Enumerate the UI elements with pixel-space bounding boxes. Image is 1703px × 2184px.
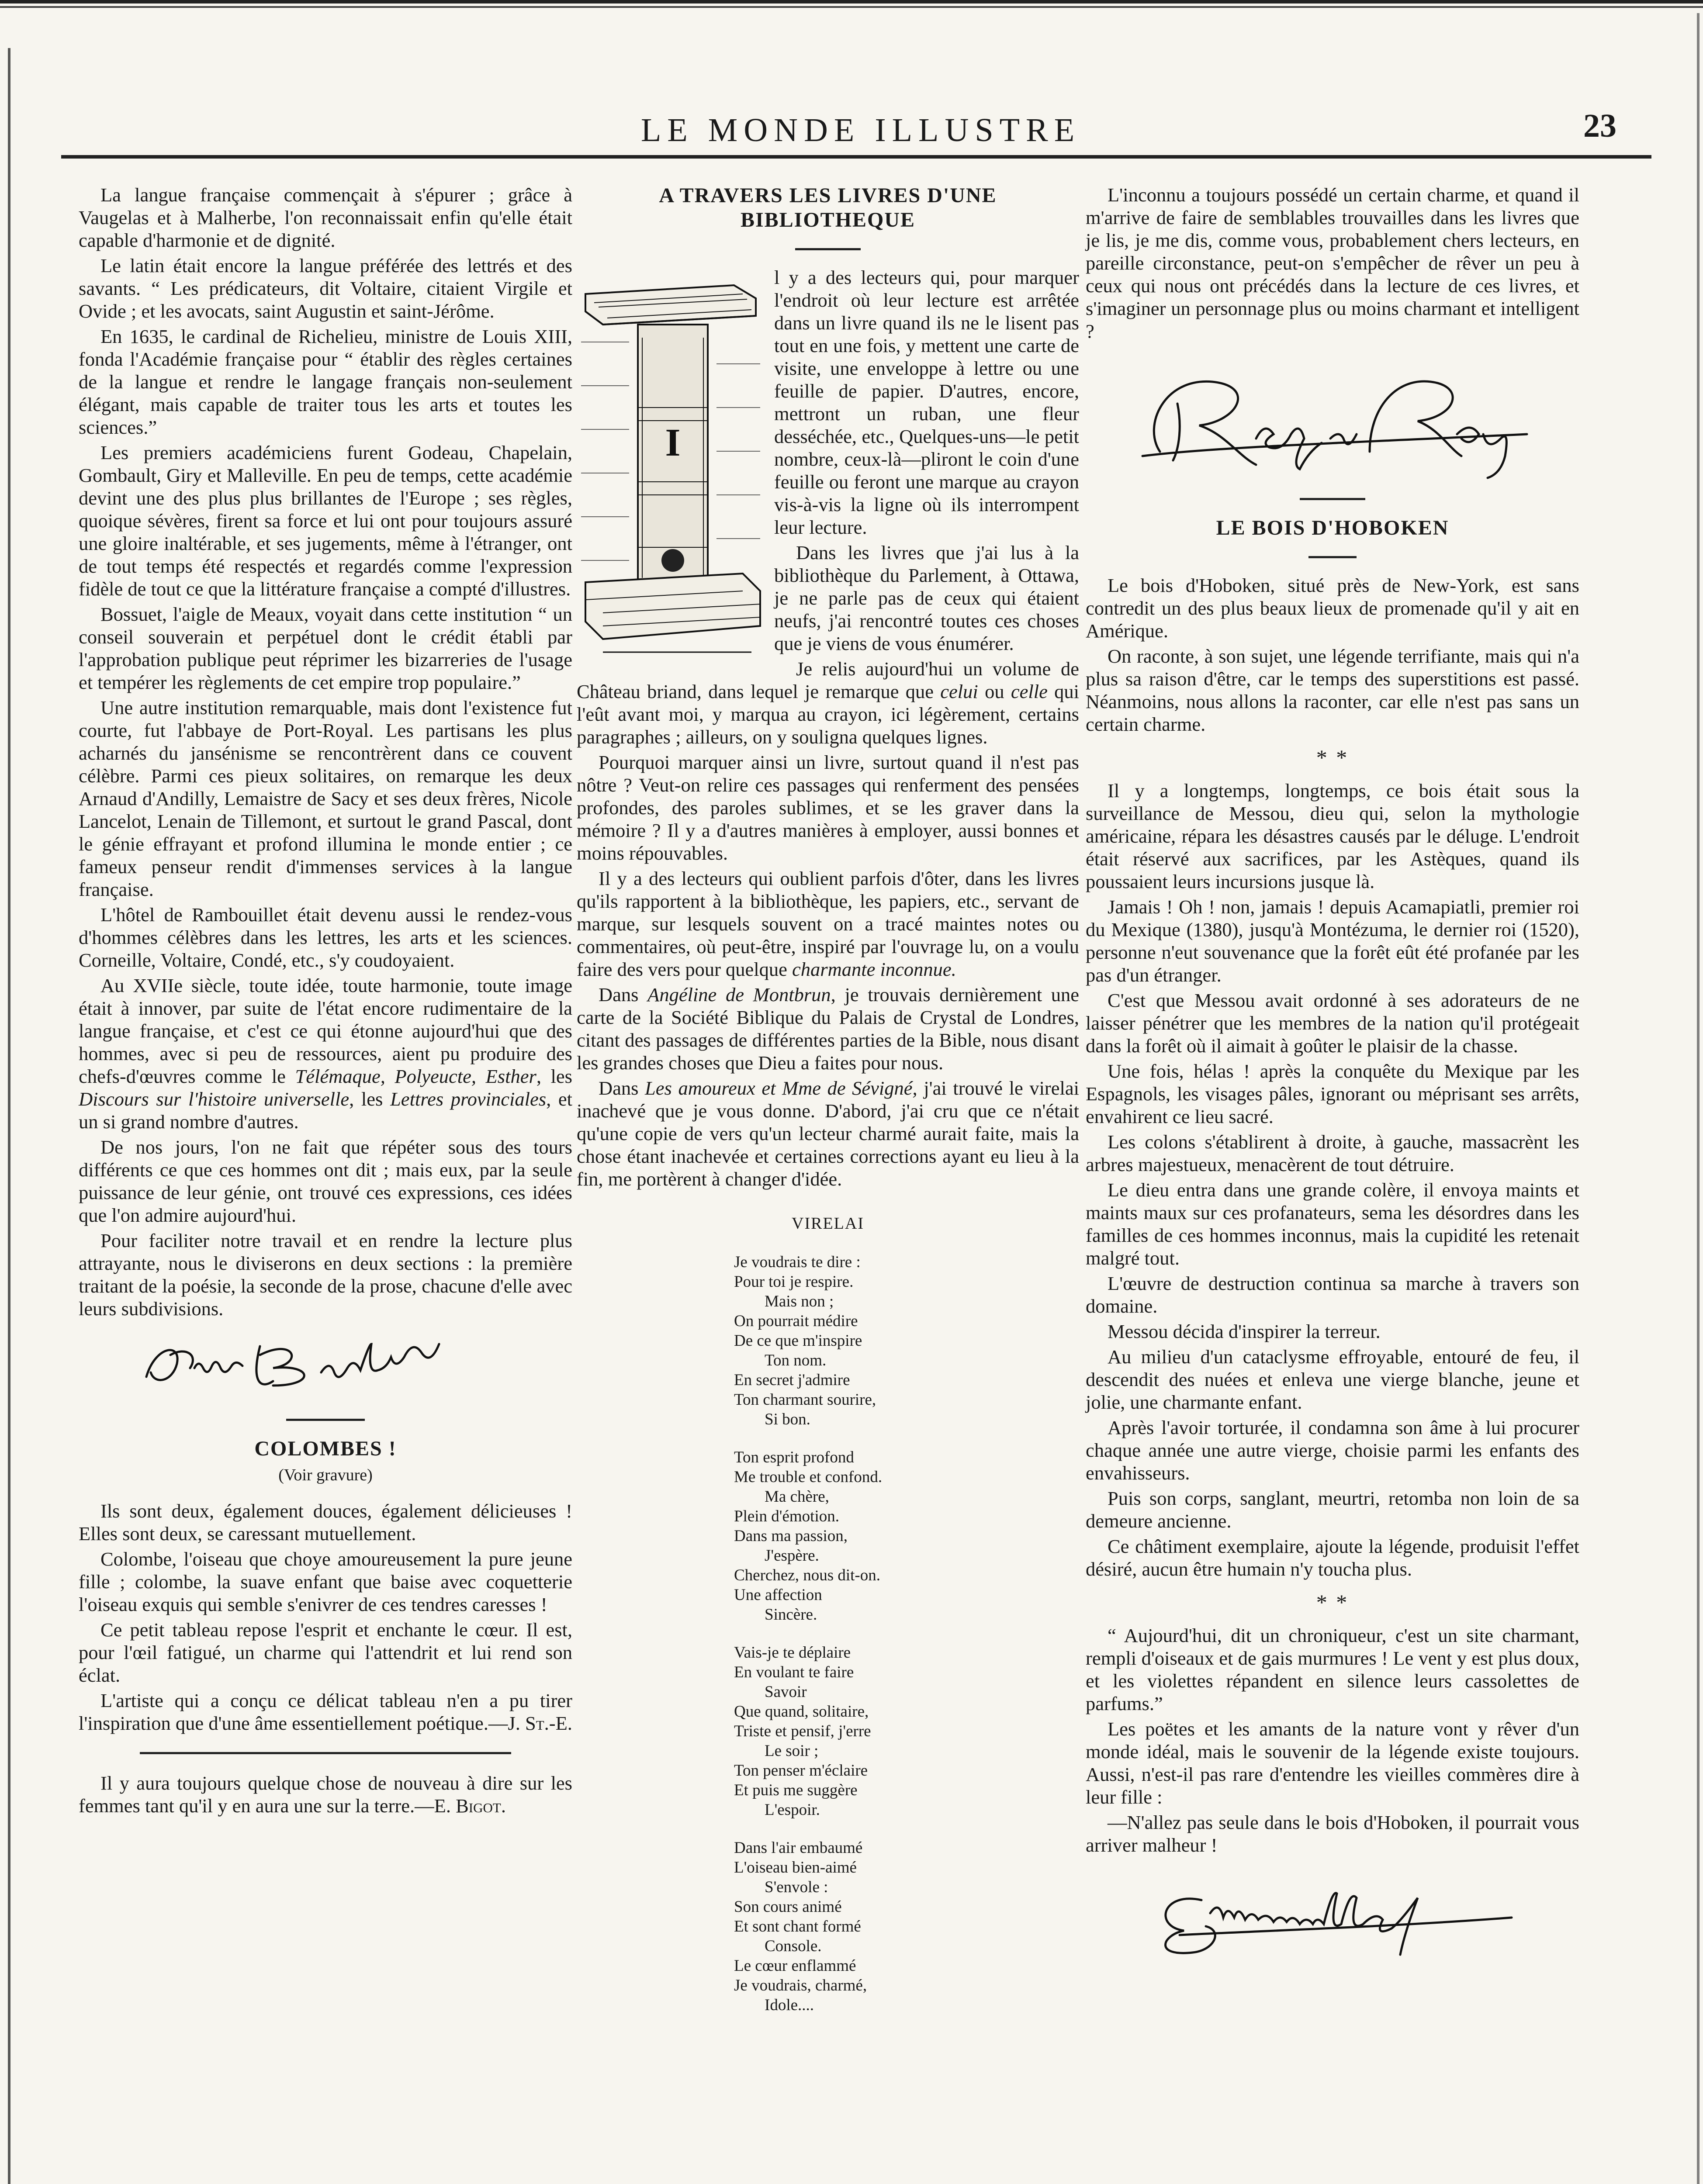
signature-regis-roy <box>1125 351 1540 482</box>
paragraph: Le latin était encore la langue préférée des lettrés et des savants. “ Les prédicateurs, dit Voltaire, citaient Virgile et Ovide ; et les avocats, saint Augustin et saint-Jérôme. <box>79 255 572 322</box>
section-rule <box>286 1419 365 1421</box>
paragraph: Au milieu d'un cataclysme effroyable, entouré de feu, il descendit des nuées et enleva une vierge blanche, jeune et jolie, une charmante enfant. <box>1086 1346 1579 1413</box>
column-2 <box>577 183 1079 2015</box>
poem-line: Et puis me suggère <box>734 1781 858 1799</box>
poem-line: Son cours animé <box>734 1898 842 1916</box>
paragraph: C'est que Messou avait ordonné à ses adorateurs de ne laisser pénétrer que les membres de la nation qu'il protégeait dans la forêt où il aimait à goûter le plaisir de la chasse. <box>1086 989 1579 1057</box>
hoboken-title: LE BOIS D'HOBOKEN <box>1216 516 1449 539</box>
poem-line: Triste et pensif, j'erre <box>734 1722 871 1740</box>
poem-line: Si bon. <box>765 1410 810 1428</box>
paragraph: L'artiste qui a conçu ce délicat tableau n'en a pu tirer l'inspiration que d'une âme essentiellement poétique.—J. St.-E. <box>79 1690 572 1734</box>
paragraph: Messou décida d'inspirer la terreur. <box>1108 1320 1381 1342</box>
newspaper-title: LE MONDE ILLUSTRE <box>640 112 1081 149</box>
signature-pierre-bedard <box>129 1329 522 1403</box>
poem-line: Que quand, solitaire, <box>734 1703 869 1721</box>
poem-line: Ma chère, <box>765 1488 829 1506</box>
paragraph: Au XVIIe siècle, toute idée, toute harmonie, toute image était à innover, par suite de l'état encore rudimentaire de la langue française, et c'est ce qui étonne aujourd'hui que des hommes, avec si peu de ressources, aient pu produire des chefs-d'œuvres comme le Télémaque, Polyeucte, Esther, les Discours sur l'histoire universelle, les Lettres provinciales, et un si grand nombre d'autres. <box>79 975 572 1133</box>
poem-line: Pour toi je respire. <box>734 1273 854 1291</box>
paragraph: —N'allez pas seule dans le bois d'Hoboken, il pourrait vous arriver malheur ! <box>1086 1811 1579 1856</box>
paragraph: Les premiers académiciens furent Godeau, Chapelain, Gombault, Giry et Malleville. En peu de temps, cette académie devint une des plus plus brillantes de l'Europe ; ses règles, quoique sévères, firent sa force et lui ont pour toujours assuré une gloire inaltérable, et ses jugements, même à l'étranger, ont de tout temps été respectés et regardés comme l'expression fidèle de tout ce que la littérature française a compté d'illustres. <box>79 442 572 600</box>
poem-stanza <box>734 1448 1079 1624</box>
colombes-subtitle: (Voir gravure) <box>278 1466 373 1484</box>
paragraph: l y a des lecteurs qui, pour marquer l'endroit où leur lecture est arrêtée dans un livre quand ils ne le lisent pas tout en une fois, y mettent une carte de visite, une enveloppe à lettre ou une feuille de papier. D'autres, encore, mettront un ruban, une fleur desséchée, etc., Quelques-uns—le petit nombre, ceux-là—pliront le coin d'une feuille ou feront une marque au crayon vis-à-vis la ligne où ils interrompent leur lecture. <box>774 266 1079 538</box>
paragraph: Je relis aujourd'hui un volume de Château briand, dans lequel je remarque que celui ou celle qui l'eût avant moi, y marqua au crayon, ici légèrement, certains paragraphes ; ailleurs, on y souligna quelques lignes. <box>577 658 1079 748</box>
section-rule <box>1308 556 1357 558</box>
section-rule <box>140 1752 511 1754</box>
poem-line: Cherchez, nous dit-on. <box>734 1566 880 1584</box>
paragraph: De nos jours, l'on ne fait que répéter sous des tours différents ce que ces hommes ont dit ; mais eux, par la seule puissance de leur génie, ont trouvé ces expressions, ces idées que l'on admire aujourd'hui. <box>79 1136 572 1226</box>
paragraph: Colombe, l'oiseau que choye amoureusement la pure jeune fille ; colombe, la suave enfant que baise avec coquetterie l'oiseau exquis qui semble s'enivrer de ces tendres caresses ! <box>79 1548 572 1615</box>
poem-stanza <box>734 1838 1079 2015</box>
colombes-title: COLOMBES ! <box>254 1437 397 1460</box>
paragraph: En 1635, le cardinal de Richelieu, ministre de Louis XIII, fonda l'Académie française pour “ établir des règles certaines de la langue et rendre le langage français non-seulement élégant, mais capable de traiter tous les arts et toutes les sciences.” <box>79 325 572 438</box>
poem-line: Savoir <box>765 1683 807 1701</box>
right-page-edge <box>1697 13 1700 2184</box>
paragraph: La langue française commençait à s'épurer ; grâce à Vaugelas et à Malherbe, l'on reconnaissait enfin qu'elle était capable d'harmonie et de dignité. <box>79 184 572 251</box>
paragraph: Jamais ! Oh ! non, jamais ! depuis Acamapiatli, premier roi du Mexique (1380), jusqu'à Montézuma, le dernier roi (1520), personne n'eut souvenance que la forêt eût été profanée par les pas d'un étranger. <box>1086 896 1579 986</box>
paragraph: Bossuet, l'aigle de Meaux, voyait dans cette institution “ un conseil souverain et perpétuel dont le crédit établi par l'approbation publique peut réprimer les bizarreries de l'usage et tempérer les règlements de cet empire trop populaire.” <box>79 603 572 693</box>
top-border-rule <box>0 0 1703 11</box>
poem-line: Le soir ; <box>765 1742 819 1760</box>
page-header <box>52 98 1669 151</box>
poem-line: L'oiseau bien-aimé <box>734 1859 857 1876</box>
poem-line: L'espoir. <box>765 1801 820 1819</box>
signature-massicotte <box>1136 1865 1529 1961</box>
poem-line: De ce que m'inspire <box>734 1332 862 1350</box>
poem-line: Vais-je te déplaire <box>734 1644 851 1662</box>
poem-line: Le cœur enflammé <box>734 1957 856 1975</box>
poem-line: S'envole : <box>765 1878 828 1896</box>
paragraph: On raconte, à son sujet, une légende terrifiante, mais qui n'a plus sa raison d'être, car le temps des superstitions est passé. Néanmoins, nous allons la raconter, car elle n'est pas sans un certain charme. <box>1086 645 1579 735</box>
quote-paragraph: Il y aura toujours quelque chose de nouveau à dire sur les femmes tant qu'il y en aura une sur la terre.—E. Bigot. <box>79 1772 572 1817</box>
paragraph: Il y a longtemps, longtemps, ce bois était sous la surveillance de Messou, dieu qui, selon la mythologie américaine, répara les désastres causés par le déluge. L'endroit était réservé aux sacrifices, par les Astèques, quand ils poussaient leurs incursions jusque là. <box>1086 780 1579 892</box>
column-3 <box>1086 183 1579 1970</box>
paragraph: Ce châtiment exemplaire, ajoute la légende, produisit l'effet désiré, aucun être humain n'y toucha plus. <box>1086 1535 1579 1580</box>
article-title: A TRAVERS LES LIVRES D'UNE BIBLIOTHEQUE <box>659 184 997 232</box>
poem-line: Idole.... <box>765 1996 814 2014</box>
paragraph: Les colons s'établirent à droite, à gauche, massacrènt les arbres majestueux, menacèrent de tout détruire. <box>1086 1131 1579 1175</box>
poem-line: Console. <box>765 1937 822 1955</box>
paragraph: L'hôtel de Rambouillet était devenu aussi le rendez-vous d'hommes célèbres dans les lettres, les arts et les sciences. Corneille, Voltaire, Condé, etc., s'y coudoyaient. <box>79 904 572 971</box>
poem-title: VIRELAI <box>792 1214 864 1233</box>
poem-line: Plein d'émotion. <box>734 1507 839 1525</box>
book-stack-illustration <box>577 276 765 661</box>
page-number: 23 <box>1583 107 1616 144</box>
poem-line: En voulant te faire <box>734 1663 854 1681</box>
paragraph: Pour faciliter notre travail et en rendre la lecture plus attrayante, nous le diviserons en deux sections : la première traitant de la poésie, la seconde de la prose, chacune d'elle avec leurs subdivisions. <box>79 1230 572 1320</box>
poem-line: Ton charmant sourire, <box>734 1391 876 1409</box>
paragraph: Dans Angéline de Montbrun, je trouvais dernièrement une carte de la Société Biblique du Palais de Crystal de Londres, citant des passages de différentes parties de la Bible, nous disant les grandes choses que Dieu a faites pour nous. <box>577 984 1079 1074</box>
paragraph: Une fois, hélas ! après la conquête du Mexique par les Espagnols, les visages pâles, ignorant ou méprisant ses arrêts, envahirent ce lieu sacré. <box>1086 1060 1579 1127</box>
poem-line: Mais non ; <box>765 1292 834 1310</box>
column-1 <box>79 183 572 1817</box>
paragraph: Le dieu entra dans une grande colère, il envoya maints et maints maux sur ces profanateurs, sema les désordres dans les familles de ces hommes inconnus, mais la cupidité les retenait malgré tout. <box>1086 1179 1579 1269</box>
poem-line: Je voudrais, charmé, <box>734 1977 867 1994</box>
asterism: * * <box>1316 1590 1349 1614</box>
poem-line: On pourrait médire <box>734 1312 858 1330</box>
paragraph: Il y a des lecteurs qui oublient parfois d'ôter, dans les livres qu'ils rapportent à la bibliothèque, les papiers, etc., servant de marque, sur lesquels souvent on a tracé maintes notes ou commentaires, où peut-être, inspiré par l'ouvrage lu, on a voulu faire des vers pour quelque charmante inconnue. <box>577 867 1079 980</box>
paragraph: L'œuvre de destruction continua sa marche à travers son domaine. <box>1086 1272 1579 1317</box>
paragraph: Puis son corps, sanglant, meurtri, retomba non loin de sa demeure ancienne. <box>1086 1487 1579 1532</box>
header-rule <box>61 155 1651 159</box>
paragraph: Pourquoi marquer ainsi un livre, surtout quand il n'est pas nôtre ? Veut-on relire ces passages qui renferment des pensées profondes, des paroles sublimes, et se les graver dans la mémoire ? Il y a d'autres manières à employer, aussi bonnes et moins répouvables. <box>577 751 1079 864</box>
poem-line: Ton esprit profond <box>734 1448 854 1466</box>
drop-cap-illustration <box>577 276 765 670</box>
poem-line: J'espère. <box>765 1547 819 1565</box>
paragraph: Dans Les amoureux et Mme de Sévigné, j'ai trouvé le virelai inachevé que je vous donne. D'abord, j'ai cru que ce n'était qu'une copie de vers qu'un lecteur charmé aurait faite, mais la chose étant inachevée et certaines corrections ayant eu lieu à la fin, me portèrent à changer d'idée. <box>577 1077 1079 1190</box>
paragraph: Ce petit tableau repose l'esprit et enchante le cœur. Il est, pour l'œil fatigué, un charme qui l'attendrit et lui rend son éclat. <box>79 1619 572 1686</box>
asterism: * * <box>1316 745 1349 770</box>
paragraph: Une autre institution remarquable, mais dont l'existence fut courte, fut l'abbaye de Port-Royal. Les partisans les plus acharnés du jansénisme se rencontrèrent dans ce couvent célèbre. Parmi ces pieux solitaires, on remarque les deux Arnaud d'Andilly, Lemaistre de Sacy et ses deux frères, Nicole Lancelot, Lenain de Tillemont, et surtout le grand Pascal, dont le génie effrayant et profond illumina le monde entier ; ce fameux penseur rendit d'immenses services à la langue française. <box>79 697 572 900</box>
poem-line: Ton penser m'éclaire <box>734 1762 868 1780</box>
paragraph: Après l'avoir torturée, il condamna son âme à lui procurer chaque année une autre vierge, choisie parmi les enfants des envahisseurs. <box>1086 1417 1579 1484</box>
poem-line: Ton nom. <box>765 1351 827 1369</box>
poem-line: Me trouble et confond. <box>734 1468 883 1486</box>
poem-line: En secret j'admire <box>734 1371 850 1389</box>
paragraph: Dans les livres que j'ai lus à la bibliothèque du Parlement, à Ottawa, je ne parle pas de ceux qui étaient neufs, j'ai rencontré toutes ces choses que je viens de vous énumérer. <box>774 542 1079 654</box>
illustrated-letter: I <box>665 421 681 464</box>
poem-line: Dans l'air embaumé <box>734 1839 863 1857</box>
poem-line: Sincère. <box>765 1606 817 1624</box>
section-rule <box>795 248 861 250</box>
left-page-edge <box>8 48 10 2184</box>
paragraph: Les poëtes et les amants de la nature vont y rêver d'un monde idéal, mais le souvenir de la légende existe toujours. Aussi, n'est-il pas rare d'entendre les vieilles commères dire à leur fille : <box>1086 1718 1579 1808</box>
paragraph: Le bois d'Hoboken, situé près de New-York, est sans contredit un des plus beaux lieux de promenade qu'il y ait en Amérique. <box>1086 574 1579 642</box>
paragraph: Ils sont deux, également douces, également délicieuses ! Elles sont deux, se caressant mutuellement. <box>79 1500 572 1545</box>
poem-line: Une affection <box>734 1586 822 1604</box>
poem-line: Et sont chant formé <box>734 1918 861 1935</box>
poem-stanza <box>734 1643 1079 1820</box>
paragraph: L'inconnu a toujours possédé un certain charme, et quand il m'arrive de faire de semblables trouvailles dans les livres que je lis, je me dis, comme vous, probablement chers lecteurs, en pareille circonstance, peut-on s'empêcher de rêver un peu à ceux qui nous ont précédés dans la lecture de ces livres, et s'imaginer un personnage plus ou moins charmant et intelligent ? <box>1086 184 1579 342</box>
poem-stanza <box>734 1252 1079 1429</box>
poem-line: Je voudrais te dire : <box>734 1253 861 1271</box>
poem-line: Dans ma passion, <box>734 1527 848 1545</box>
paragraph: “ Aujourd'hui, dit un chroniqueur, c'est un site charmant, rempli d'oiseaux et de gais murmures ! Le vent y est plus doux, et les violettes répandent en silence leurs cassolettes de parfums.” <box>1086 1624 1579 1714</box>
section-rule <box>1300 498 1365 500</box>
